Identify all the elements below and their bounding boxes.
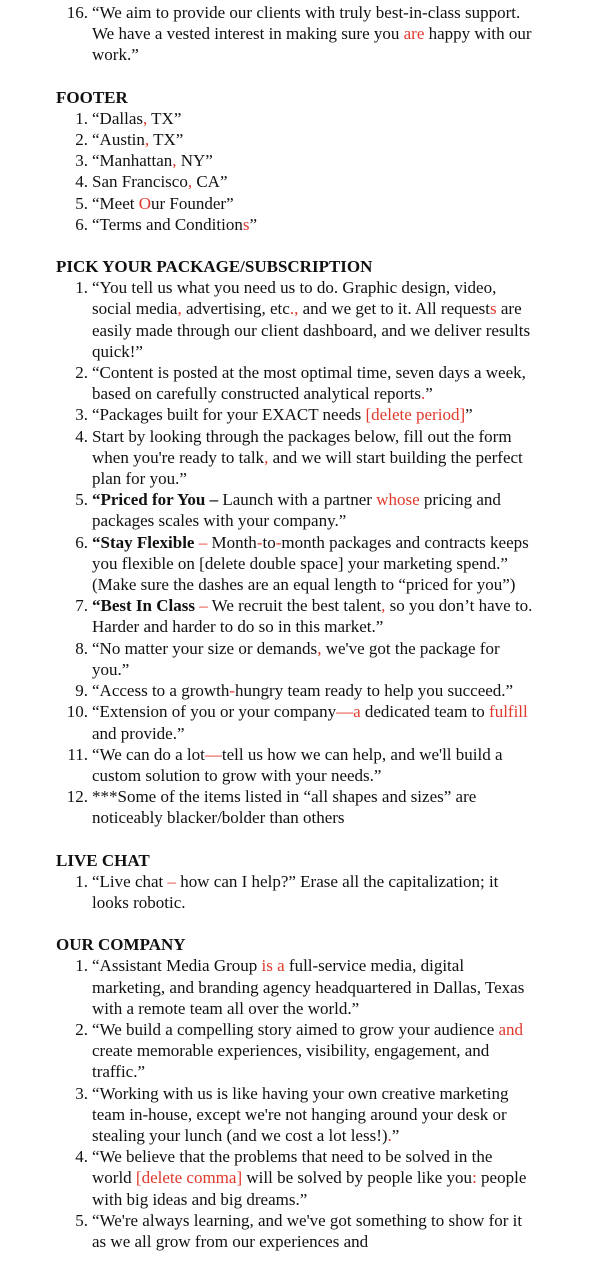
list-item [0,680,601,701]
list-item-number: 4. [75,1147,88,1167]
list-item [0,489,601,531]
text-run: to [262,532,276,552]
list-item-number: 3. [75,151,88,171]
list-item-number: 2. [75,130,88,150]
list-item-number: 1. [75,278,88,298]
text-run: “Access to a growth [92,681,230,701]
text-run: are easily made through our client dashboard, and we deliver results quick!” [92,299,531,361]
text-run: “No matter your size or demands [92,638,318,658]
section [0,913,601,1252]
edit-mark: s [242,214,250,234]
text-run: will be solved by people like you [242,1168,473,1188]
edit-mark: — [204,744,222,764]
text-run: pricing and packages scales with your company.” [92,490,501,531]
bold-text: “Best In Class [92,596,200,616]
text-run: “We're always learning, and we've got something to show for it as we all grow from our experiences and [92,1210,523,1251]
text-run: full-service media, digital marketing, and branding agency headquartered in Dallas, Texas with a remote team all over the world.” [92,956,525,1018]
list-item-number: 3. [75,405,88,425]
edit-mark: whose [376,490,420,510]
list-item [0,871,601,913]
section-gap [0,66,601,87]
list-item [0,701,601,743]
text-run: “We aim to provide our clients with truly best-in-class support. We have a vested interest in making sure you [92,3,521,44]
edit-mark: ., [289,299,299,319]
text-run: hungry team ready to help you succeed.” [235,681,514,701]
list-item [0,595,601,637]
text-run: “We build a compelling story aimed to grow your audience [92,1019,499,1039]
text-run: Month [207,532,257,552]
list-item [0,171,601,192]
section [0,829,601,914]
text-run: “We can do a lot [92,744,205,764]
text-run: dedicated team to [360,702,490,722]
list-item [0,214,601,235]
edit-mark: [delete comma] [135,1168,243,1188]
list-item [0,404,601,425]
edit-mark: —a [336,702,361,722]
list-item-number: 9. [75,681,88,701]
text-run: “Dallas [92,108,143,128]
list-item [0,108,601,129]
text-run: ” [249,214,258,234]
text-run: ” [465,405,473,425]
text-run: TX” [147,108,182,128]
text-run: TX” [149,130,184,150]
edit-mark: , [172,151,177,171]
text-run: ” [425,384,433,404]
text-run: San Francisco [92,172,188,192]
text-run: and we get to it. All request [298,299,490,319]
edit-mark: s [490,299,497,319]
edit-mark: - [229,681,236,701]
list-item-number: 3. [75,1083,88,1103]
edit-mark: [delete period] [365,405,466,425]
edit-mark: are [403,24,425,44]
text-run: “You tell us what you need us to do. Graphic design, video, social media [92,278,497,319]
text-run: and provide.” [92,723,185,743]
list-item [0,1210,601,1252]
text-run: we've got the package for you.” [92,638,500,679]
edit-mark: , [381,596,386,616]
text-run: advertising, etc [181,299,290,319]
edit-mark: – [167,871,177,891]
edit-mark: , [142,108,148,128]
text-run: so you don’t have to. Harder and harder to do so in this market.” [92,596,533,637]
edit-mark: , [264,447,269,467]
edit-mark: , [317,638,322,658]
edit-mark: is a [261,956,285,976]
section [0,66,601,235]
list-item [0,426,601,490]
list-item-number: 8. [75,638,88,658]
list-item-number: 2. [75,363,88,383]
list-item [0,2,601,66]
text-run: “Content is posted at the most optimal time, seven days a week, based on carefully constructed analytical reports [92,363,526,404]
section-heading: PICK YOUR PACKAGE/SUBSCRIPTION [56,257,373,277]
edit-mark: , [144,130,150,150]
list-item [0,532,601,596]
edit-mark: . [387,1125,392,1145]
list-item-number: 5. [75,1210,88,1230]
section-heading: FOOTER [56,87,128,107]
text-run: We recruit the best talent [207,596,382,616]
text-run: “Live chat [92,871,168,891]
edit-mark: O [138,193,152,213]
text-run: how can I help?” Erase all the capitalization; it looks robotic. [92,871,499,912]
list-item-number: 5. [75,193,88,213]
list-item-number: 10. [66,702,88,722]
edit-mark: – [198,532,208,552]
text-run: “Packages built for your EXACT needs [92,405,366,425]
edit-mark: , [187,172,193,192]
text-run: “Assistant Media Group [92,956,262,976]
list-item [0,638,601,680]
bold-text: “Stay Flexible [92,532,199,552]
text-run: CA” [192,172,228,192]
list-item-number: 1. [75,108,88,128]
text-run: Launch with a partner [222,490,377,510]
text-run: Start by looking through the packages below, fill out the form when you're ready to talk [92,426,512,467]
text-run: people with big ideas and big dreams.” [92,1168,527,1209]
list-item [0,1146,601,1210]
list-item [0,786,601,828]
list-item [0,362,601,404]
edit-mark: . [421,384,426,404]
text-run: ***Some of the items listed in “all shapes and sizes” are noticeably blacker/bolder than others [92,787,477,828]
section-gap [0,913,601,934]
list-item [0,193,601,214]
text-run: “Working with us is like having your own creative marketing team in-house, except we're not hanging around your desk or stealing your lunch (and we cost a lot less!) [92,1083,509,1145]
list-item-number: 5. [75,490,88,510]
edit-mark: , [177,299,182,319]
text-run: create memorable experiences, visibility, engagement, and traffic.” [92,1041,490,1082]
list-item-number: 7. [75,596,88,616]
text-run: “Austin [92,130,145,150]
section-heading: LIVE CHAT [56,850,150,870]
text-run: NY” [176,151,213,171]
section-gap [0,235,601,256]
text-run: tell us how we can help, and we'll build a custom solution to grow with your needs.” [92,744,503,785]
list-item [0,1083,601,1147]
edit-mark: fulfill [489,702,528,722]
text-run: “Manhattan [92,151,173,171]
text-run: ” [391,1125,400,1145]
edit-mark: : [472,1168,477,1188]
text-run: “Meet [92,193,139,213]
list-item [0,955,601,1019]
section [0,235,601,828]
list-item-number: 1. [75,956,88,976]
text-run: “Terms and Condition [92,214,243,234]
list-item-number: 2. [75,1019,88,1039]
text-run: month packages and contracts keeps you flexible on [delete double space] your marketing spend.” (Make sure the dashes are an equal length to “priced for you”) [92,532,529,595]
edit-mark: - [256,532,263,552]
section-gap [0,829,601,850]
list-item-number: 4. [75,426,88,446]
list-item [0,150,601,171]
text-run: happy with our work.” [92,24,532,65]
text-run: “We believe that the problems that need to be solved in the world [92,1147,493,1188]
section [0,2,601,66]
list-item [0,277,601,362]
list-item [0,744,601,786]
edit-mark: – [199,596,208,616]
section-heading: OUR COMPANY [56,935,186,955]
text-run: ur Founder” [151,193,234,213]
list-item-number: 6. [75,532,88,552]
text-run: and we will start building the perfect plan for you.” [92,447,523,489]
list-item-number: 4. [75,172,88,192]
list-item [0,1019,601,1083]
list-item-number: 6. [75,214,88,234]
bold-text: “Priced for You – [92,490,223,510]
list-item-number: 16. [66,3,88,22]
text-run: “Extension of you or your company [92,702,337,722]
list-item-number: 1. [75,871,88,891]
edit-mark: and [498,1019,524,1039]
list-item-number: 11. [67,744,88,764]
edit-mark: - [275,532,282,552]
list-item-number: 12. [66,787,88,807]
list-item [0,129,601,150]
